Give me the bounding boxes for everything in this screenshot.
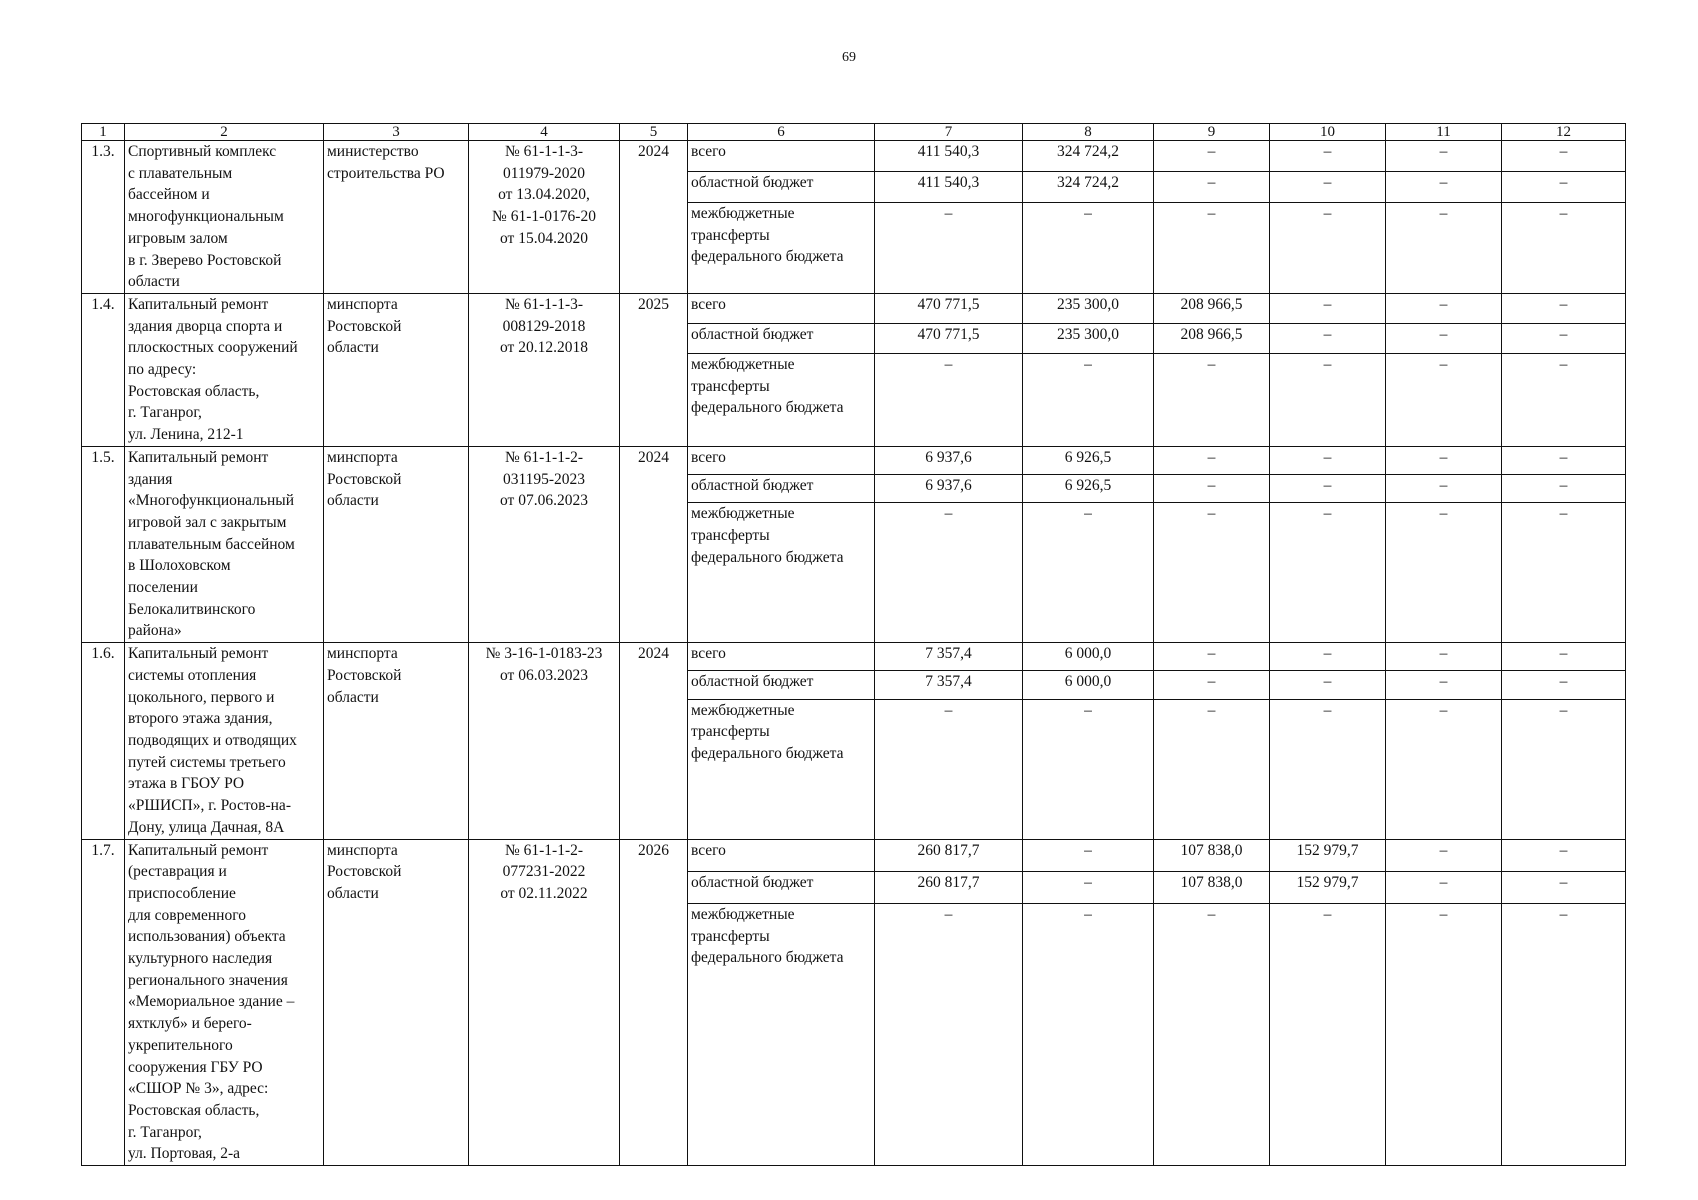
amount-cell: 6 000,0 [1023, 643, 1154, 671]
amount-cell: 208 966,5 [1154, 293, 1270, 323]
amount-cell: 6 937,6 [875, 475, 1023, 503]
amount-cell: – [1386, 699, 1502, 839]
amount-cell: – [1023, 202, 1154, 293]
amount-cell: – [1154, 171, 1270, 202]
completion-year: 2024 [620, 446, 688, 642]
amount-cell: 107 838,0 [1154, 839, 1270, 871]
amount-cell: – [1502, 323, 1626, 353]
amount-cell: – [1270, 446, 1386, 474]
amount-cell: – [1502, 353, 1626, 446]
executor: минспорта Ростовской области [324, 446, 469, 642]
amount-cell: – [1023, 699, 1154, 839]
amount-cell: 7 357,4 [875, 643, 1023, 671]
funding-source-label: межбюджетные трансферты федерального бюджета [688, 202, 875, 293]
amount-cell: – [875, 699, 1023, 839]
amount-cell: – [1386, 446, 1502, 474]
amount-cell: 6 000,0 [1023, 671, 1154, 699]
amount-cell: 6 926,5 [1023, 446, 1154, 474]
amount-cell: 6 926,5 [1023, 475, 1154, 503]
executor: минспорта Ростовской области [324, 293, 469, 446]
table-row [82, 643, 1626, 671]
amount-cell: – [1023, 904, 1154, 1166]
amount-cell: 235 300,0 [1023, 293, 1154, 323]
expertise-doc: № 61-1-1-2- 031195-2023 от 07.06.2023 [469, 446, 620, 642]
amount-cell: 260 817,7 [875, 839, 1023, 871]
amount-cell: – [1502, 699, 1626, 839]
funding-source-label: межбюджетные трансферты федерального бюджета [688, 904, 875, 1166]
amount-cell: – [875, 202, 1023, 293]
amount-cell: 324 724,2 [1023, 171, 1154, 202]
column-header: 8 [1023, 124, 1154, 141]
table-row [82, 141, 1626, 172]
amount-cell: – [1502, 839, 1626, 871]
object-name: Капитальный ремонт здания «Многофункциональный игровой зал с закрытым плавательным бассейном в Шолоховском поселении Белокалитвинского района» [125, 446, 324, 642]
amount-cell: – [1386, 503, 1502, 643]
budget-table [81, 123, 1626, 1166]
expertise-doc: № 61-1-1-2- 077231-2022 от 02.11.2022 [469, 839, 620, 1166]
funding-source-label: межбюджетные трансферты федерального бюджета [688, 353, 875, 446]
amount-cell: 324 724,2 [1023, 141, 1154, 172]
amount-cell: – [1270, 671, 1386, 699]
amount-cell: – [1386, 202, 1502, 293]
row-number: 1.5. [82, 446, 125, 642]
amount-cell: – [1154, 353, 1270, 446]
object-name: Капитальный ремонт системы отопления цокольного, первого и второго этажа здания, подводящих и отводящих путей системы третьего этажа в ГБОУ РО «РШИСП», г. Ростов-на- Дону, улица Дачная, 8А [125, 643, 324, 839]
amount-cell: – [1270, 904, 1386, 1166]
object-name: Капитальный ремонт здания дворца спорта и плоскостных сооружений по адресу: Ростовская область, г. Таганрог, ул. Ленина, 212-1 [125, 293, 324, 446]
amount-cell: – [1502, 202, 1626, 293]
amount-cell: – [1023, 503, 1154, 643]
completion-year: 2024 [620, 643, 688, 839]
amount-cell: 411 540,3 [875, 171, 1023, 202]
amount-cell: – [1386, 353, 1502, 446]
amount-cell: – [1386, 475, 1502, 503]
amount-cell: – [1386, 141, 1502, 172]
funding-source-label: областной бюджет [688, 671, 875, 699]
funding-source-label: межбюджетные трансферты федерального бюджета [688, 503, 875, 643]
row-number: 1.7. [82, 839, 125, 1166]
amount-cell: 235 300,0 [1023, 323, 1154, 353]
funding-source-label: межбюджетные трансферты федерального бюджета [688, 699, 875, 839]
amount-cell: – [1023, 839, 1154, 871]
amount-cell: – [1154, 904, 1270, 1166]
column-header: 5 [620, 124, 688, 141]
amount-cell: – [1502, 503, 1626, 643]
amount-cell: 470 771,5 [875, 293, 1023, 323]
column-header: 3 [324, 124, 469, 141]
amount-cell: – [1023, 871, 1154, 903]
amount-cell: – [1270, 171, 1386, 202]
funding-source-label: областной бюджет [688, 323, 875, 353]
funding-source-label: областной бюджет [688, 171, 875, 202]
amount-cell: – [1154, 141, 1270, 172]
column-number-row [82, 124, 1626, 141]
column-header: 7 [875, 124, 1023, 141]
amount-cell: – [1154, 671, 1270, 699]
amount-cell: 6 937,6 [875, 446, 1023, 474]
amount-cell: – [1154, 503, 1270, 643]
amount-cell: – [1386, 839, 1502, 871]
amount-cell: – [1270, 353, 1386, 446]
page-number: 69 [842, 50, 856, 65]
amount-cell: 260 817,7 [875, 871, 1023, 903]
amount-cell: – [1502, 643, 1626, 671]
row-number: 1.3. [82, 141, 125, 294]
amount-cell: – [1270, 503, 1386, 643]
amount-cell: – [1386, 323, 1502, 353]
amount-cell: – [1154, 475, 1270, 503]
amount-cell: – [1386, 293, 1502, 323]
amount-cell: – [1270, 202, 1386, 293]
column-header: 11 [1386, 124, 1502, 141]
amount-cell: – [1502, 446, 1626, 474]
amount-cell: – [875, 503, 1023, 643]
funding-source-label: областной бюджет [688, 475, 875, 503]
completion-year: 2025 [620, 293, 688, 446]
amount-cell: – [1502, 475, 1626, 503]
column-header: 9 [1154, 124, 1270, 141]
amount-cell: 208 966,5 [1154, 323, 1270, 353]
expertise-doc: № 3-16-1-0183-23 от 06.03.2023 [469, 643, 620, 839]
amount-cell: 7 357,4 [875, 671, 1023, 699]
amount-cell: 470 771,5 [875, 323, 1023, 353]
expertise-doc: № 61-1-1-3- 008129-2018 от 20.12.2018 [469, 293, 620, 446]
row-number: 1.6. [82, 643, 125, 839]
amount-cell: – [875, 353, 1023, 446]
amount-cell: 107 838,0 [1154, 871, 1270, 903]
amount-cell: – [1154, 202, 1270, 293]
funding-source-label: всего [688, 643, 875, 671]
column-header: 2 [125, 124, 324, 141]
amount-cell: – [1270, 699, 1386, 839]
amount-cell: – [1502, 141, 1626, 172]
column-header: 1 [82, 124, 125, 141]
amount-cell: – [1270, 643, 1386, 671]
amount-cell: – [1270, 293, 1386, 323]
amount-cell: – [1154, 643, 1270, 671]
amount-cell: – [1502, 671, 1626, 699]
amount-cell: 411 540,3 [875, 141, 1023, 172]
column-header: 10 [1270, 124, 1386, 141]
table-row [82, 446, 1626, 474]
funding-source-label: всего [688, 446, 875, 474]
executor: министерство строительства РО [324, 141, 469, 294]
executor: минспорта Ростовской области [324, 643, 469, 839]
funding-source-label: областной бюджет [688, 871, 875, 903]
amount-cell: – [1502, 871, 1626, 903]
object-name: Капитальный ремонт (реставрация и приспособление для современного использования) объекта культурного наследия регионального значения «Мемориальное здание – яхтклуб» и берего- укрепительного сооружения ГБУ РО «СШОР № 3», адрес: Ростовская область, г. Таганрог, ул. Портовая, 2-а [125, 839, 324, 1166]
completion-year: 2024 [620, 141, 688, 294]
funding-source-label: всего [688, 141, 875, 172]
amount-cell: – [1386, 671, 1502, 699]
amount-cell: – [1270, 475, 1386, 503]
amount-cell: – [1386, 171, 1502, 202]
column-header: 6 [688, 124, 875, 141]
column-header: 12 [1502, 124, 1626, 141]
amount-cell: – [1154, 699, 1270, 839]
row-number: 1.4. [82, 293, 125, 446]
object-name: Спортивный комплекс с плавательным бассейном и многофункциональным игровым залом в г. Зверево Ростовской области [125, 141, 324, 294]
amount-cell: – [1270, 141, 1386, 172]
completion-year: 2026 [620, 839, 688, 1166]
funding-source-label: всего [688, 293, 875, 323]
amount-cell: – [1023, 353, 1154, 446]
amount-cell: – [1386, 904, 1502, 1166]
table-row [82, 839, 1626, 871]
funding-source-label: всего [688, 839, 875, 871]
column-header: 4 [469, 124, 620, 141]
executor: минспорта Ростовской области [324, 839, 469, 1166]
amount-cell: 152 979,7 [1270, 839, 1386, 871]
amount-cell: – [875, 904, 1023, 1166]
amount-cell: – [1270, 323, 1386, 353]
expertise-doc: № 61-1-1-3- 011979-2020 от 13.04.2020, № 61-1-0176-20 от 15.04.2020 [469, 141, 620, 294]
amount-cell: – [1502, 171, 1626, 202]
amount-cell: – [1386, 643, 1502, 671]
amount-cell: – [1502, 904, 1626, 1166]
amount-cell: – [1502, 293, 1626, 323]
amount-cell: – [1386, 871, 1502, 903]
amount-cell: – [1154, 446, 1270, 474]
table-row [82, 293, 1626, 323]
amount-cell: 152 979,7 [1270, 871, 1386, 903]
